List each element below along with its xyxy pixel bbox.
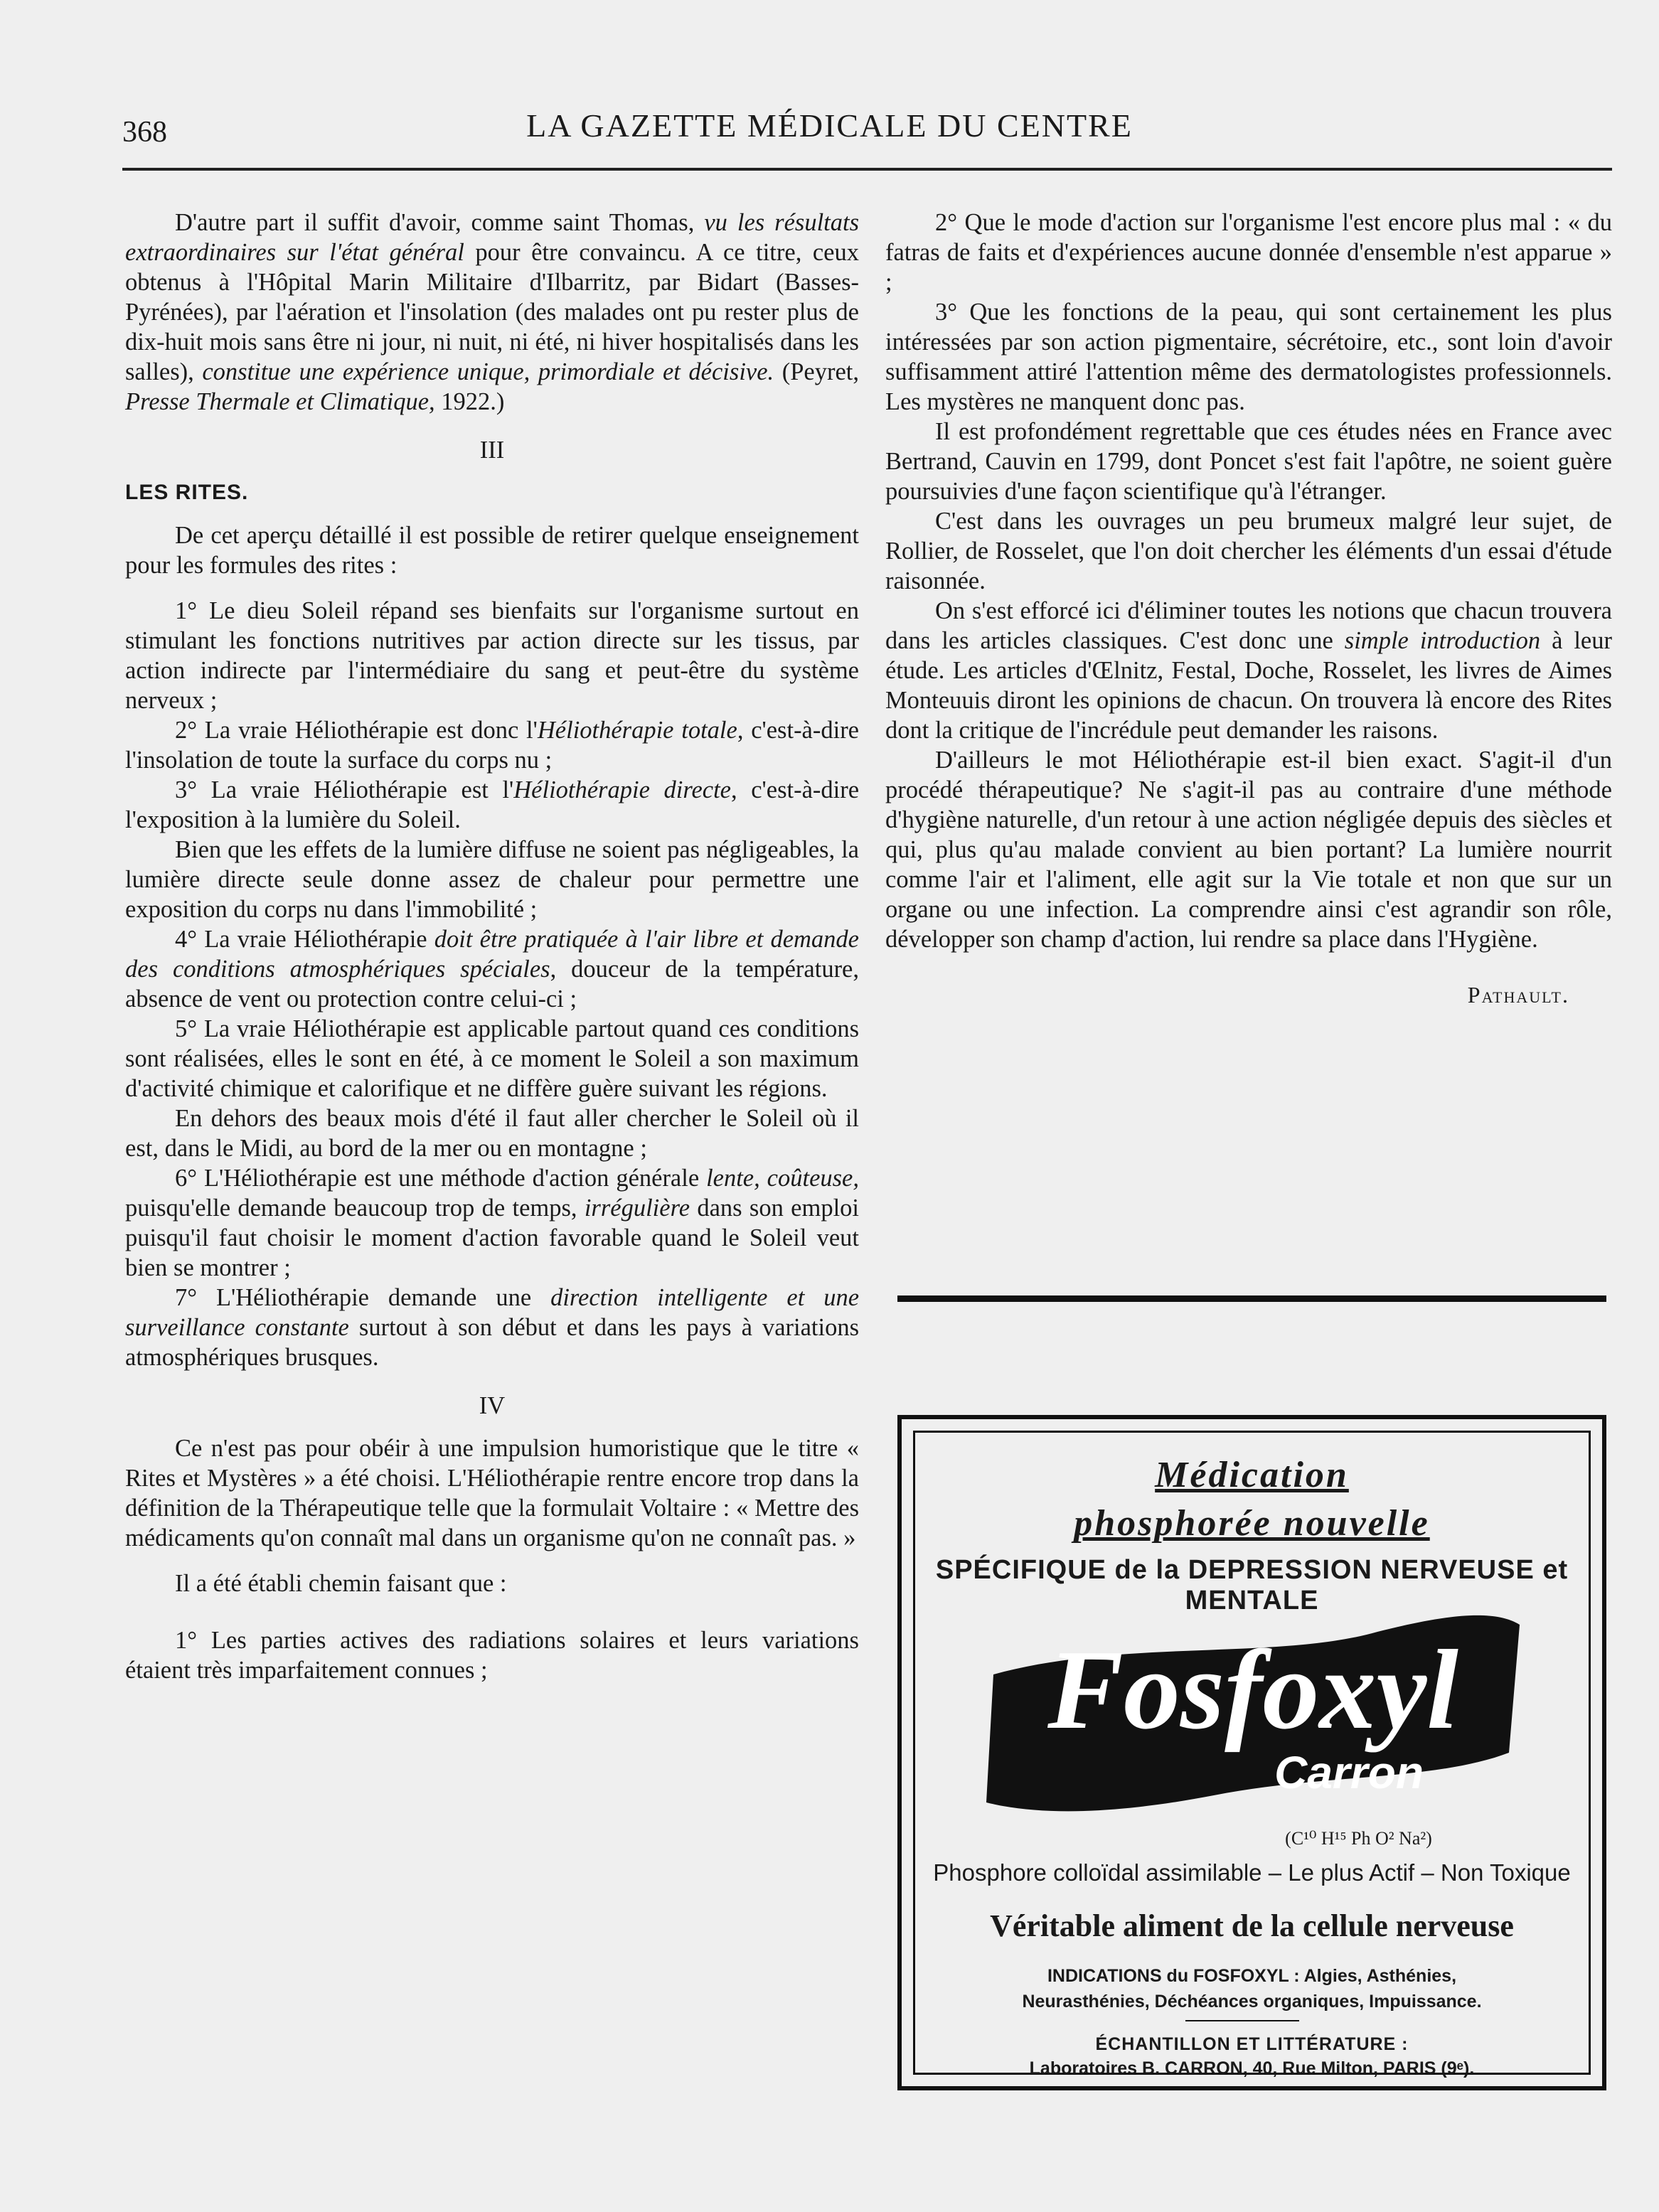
paragraph: D'ailleurs le mot Héliothérapie est-il bien exact. S'agit-il d'un procédé thérapeutique? Ne s'agit-il pas au contraire d'une méthode d'hygiène naturelle, d'un retour à une action négligée depuis des siècles et qui, plus qu'au malade convient au bien portant? La lumière nourrit comme l'air et l'aliment, elle agit sur la Vie totale et non que sur un organe ou une infection. La comprendre ainsi c'est agrandir son rôle, développer son champ d'action, lui rendre sa place dans l'Hygiène. [885, 747, 1612, 953]
paragraph: 6° L'Héliothérapie est une méthode d'action générale lente, coûteuse, puisqu'elle demande beaucoup trop de temps, irrégulière dans son emploi puisqu'il faut choisir le moment d'action favorable quand le Soleil veut bien se montrer ; [125, 1165, 859, 1281]
ad-headline-2: phosphorée nouvelle [1074, 1503, 1430, 1544]
ad-separator [1185, 2020, 1299, 2021]
left-column [125, 208, 859, 1685]
right-column [885, 208, 1612, 1010]
header-rule [122, 168, 1612, 171]
page-number: 368 [122, 116, 167, 149]
paragraph: Bien que les effets de la lumière diffuse ne soient pas négligeables, la lumière directe seule donne assez de chaleur pour permettre une exposition du corps nu dans l'immobilité ; [125, 836, 859, 923]
advertisement-rule [897, 1295, 1606, 1302]
ad-headline: Médication [1155, 1455, 1349, 1495]
paragraph: 1° Le dieu Soleil répand ses bienfaits sur l'organisme surtout en stimulant les fonctions nutritives par action directe sur les tissus, par action indirecte par l'intermédiaire du sang et peut-être du système nerveux ; [125, 597, 859, 714]
ad-specific: SPÉCIFIQUE de la DEPRESSION NERVEUSE et MENTALE [935, 1555, 1569, 1615]
paragraph: De cet aperçu détaillé il est possible de retirer quelque enseignement pour les formules des rites : [125, 522, 859, 579]
section-heading: LES RITES. [125, 481, 249, 504]
brand-name: Fosfoxyl [1047, 1626, 1458, 1753]
paragraph: 3° La vraie Héliothérapie est l'Héliothérapie directe, c'est-à-dire l'exposition à la lumière du Soleil. [125, 776, 860, 833]
ad-claim: Phosphore colloïdal assimilable – Le plus Actif – Non Toxique [933, 1859, 1571, 1886]
ad-indications-2: Neurasthénies, Déchéances organiques, Impuissance. [1022, 1992, 1482, 2011]
paragraph: 2° Que le mode d'action sur l'organisme l'est encore plus mal : « du fatras de faits et d'expériences aucune donnée d'ensemble n'est apparue » ; [885, 209, 1612, 296]
paragraph: 4° La vraie Héliothérapie doit être pratiquée à l'air libre et demande des conditions atmosphériques spéciales, douceur de la température, absence de vent ou protection contre celui-ci ; [125, 926, 859, 1013]
paragraph: Il a été établi chemin faisant que : [175, 1570, 507, 1597]
paragraph: Il est profondément regrettable que ces études nées en France avec Bertrand, Cauvin en 1799, dont Poncet s'est fait l'apôtre, ne soient guère poursuivies d'une façon scientifique qu'à l'étranger. [885, 418, 1612, 505]
ad-address: Laboratoires B. CARRON, 40, Rue Milton, PARIS (9ᵉ). [1029, 2058, 1475, 2078]
author-signature: Pathault. [1467, 982, 1569, 1008]
paragraph: 5° La vraie Héliothérapie est applicable partout quand ces conditions sont réalisées, elles le sont en été, à ce moment le Soleil a son maximum d'activité chimique et calorifique et ne diffère guère suivant les régions. [125, 1015, 859, 1102]
ad-slogan: Véritable aliment de la cellule nerveuse [990, 1908, 1514, 1943]
section-number: III [479, 437, 505, 464]
paragraph: 3° Que les fonctions de la peau, qui sont certainement les plus intéressées par son action pigmentaire, sécrétoire, etc., sont loin d'avoir suffisamment attiré l'attention même des dermatologistes professionnels. Les mystères ne manquent donc pas. [885, 299, 1612, 415]
chemical-formula: (C¹⁰ H¹⁵ Ph O² Na²) [1285, 1828, 1432, 1849]
brand-subname: Carron [1274, 1747, 1424, 1798]
paragraph: En dehors des beaux mois d'été il faut aller chercher le Soleil où il est, dans le Midi, au bord de la mer ou en montagne ; [125, 1105, 859, 1162]
brand-banner [979, 1610, 1527, 1824]
paragraph: 7° L'Héliothérapie demande une direction intelligente et une surveillance constante surtout à son début et dans les pays à variations atmosphériques brusques. [125, 1284, 860, 1371]
paragraph: D'autre part il suffit d'avoir, comme saint Thomas, vu les résultats extraordinaires sur l'état général pour être convaincu. A ce titre, ceux obtenus à l'Hôpital Marin Militaire d'Ilbarritz, par Bidart (Basses-Pyrénées), par l'aération et l'insolation (des malades ont pu rester plus de dix-huit mois sans être ni jour, ni nuit, ni été, ni hiver hospitalisés dans les salles), constitue une expérience unique, primordiale et décisive. (Peyret, Presse Thermale et Climatique, 1922.) [125, 209, 860, 415]
ad-sample: ÉCHANTILLON ET LITTÉRATURE : [1095, 2034, 1409, 2054]
paragraph: Ce n'est pas pour obéir à une impulsion humoristique que le titre « Rites et Mystères » a été choisi. L'Héliothérapie rentre encore trop dans la définition de la Thérapeutique telle que la formulait Voltaire : « Mettre des médicaments qu'on connaît mal dans un organisme qu'on ne connaît pas. » [125, 1435, 859, 1551]
advertisement-frame [913, 1431, 1591, 2078]
journal-title: LA GAZETTE MÉDICALE DU CENTRE [526, 107, 1133, 144]
paragraph: 1° Les parties actives des radiations solaires et leurs variations étaient très imparfaitement connues ; [125, 1627, 859, 1684]
advertisement [897, 1415, 1606, 2090]
paragraph: On s'est efforcé ici d'éliminer toutes les notions que chacun trouvera dans les articles classiques. C'est donc une simple introduction à leur étude. Les articles d'Œlnitz, Festal, Doche, Rosselet, les livres de Aimes Monteuuis diront les opinions de chacun. On trouvera là encore des Rites dont la critique de l'incrédule peut demander les raisons. [885, 597, 1612, 744]
paragraph: C'est dans les ouvrages un peu brumeux malgré leur sujet, de Rollier, de Rosselet, que l'on doit chercher les éléments d'un essai d'étude raisonnée. [885, 508, 1612, 594]
ad-indications: INDICATIONS du FOSFOXYL : Algies, Asthénies, [1047, 1966, 1457, 1986]
section-number: IV [479, 1392, 506, 1419]
paragraph: 2° La vraie Héliothérapie est donc l'Héliothérapie totale, c'est-à-dire l'insolation de toute la surface du corps nu ; [125, 717, 859, 774]
